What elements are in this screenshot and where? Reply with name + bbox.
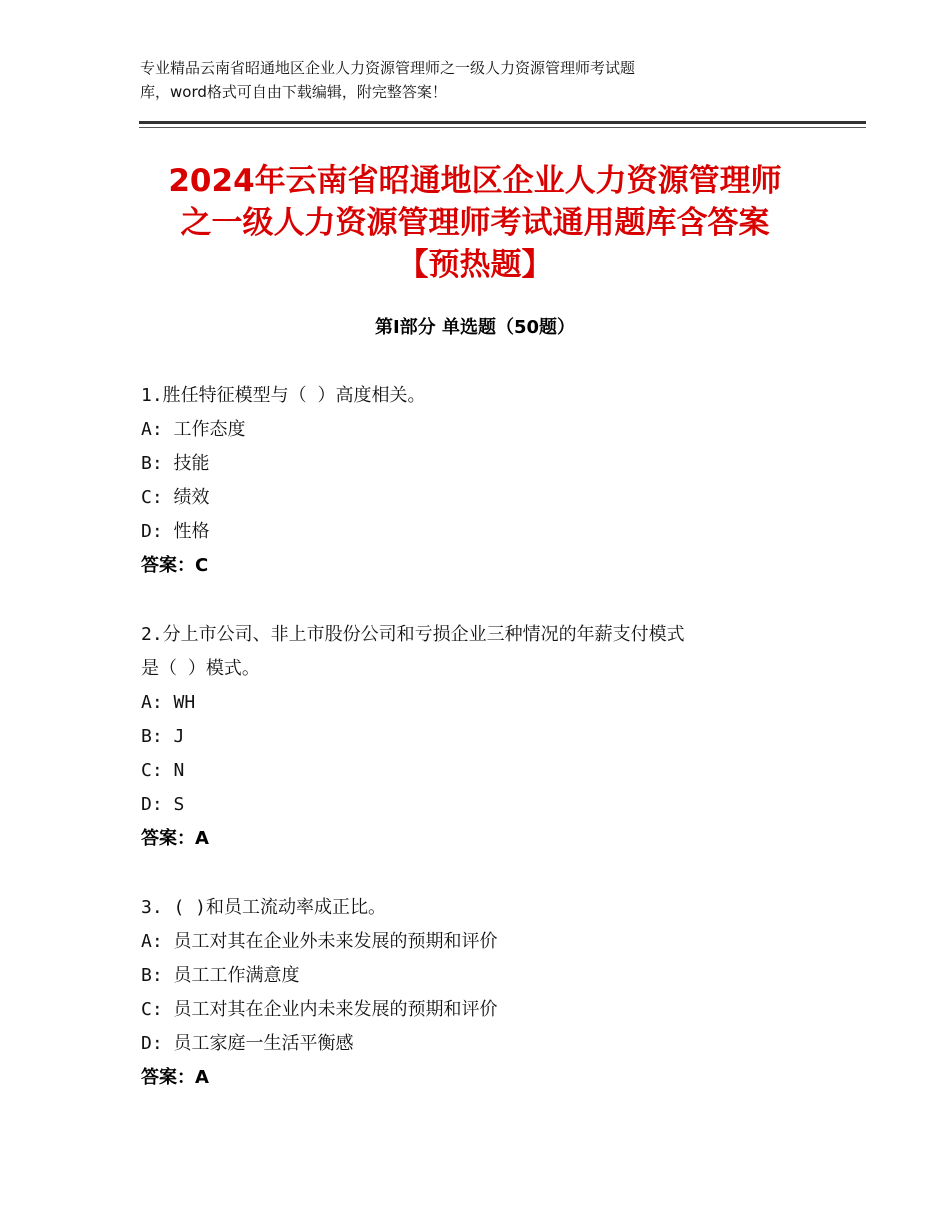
option-b: B: 技能	[141, 453, 210, 474]
header-note-line: 库，word格式可自由下载编辑，附完整答案！	[140, 83, 447, 101]
option-c: C: 员工对其在企业内未来发展的预期和评价	[141, 999, 498, 1020]
option-d: D: 员工家庭一生活平衡感	[141, 1033, 354, 1054]
header-note	[140, 56, 800, 104]
question-stem: 3. ( )和员工流动率成正比。	[141, 897, 387, 918]
option-a: A: WH	[141, 692, 196, 713]
option-a: A: 工作态度	[141, 419, 246, 440]
option-d: D: S	[141, 794, 185, 815]
header-divider-thick	[139, 121, 866, 124]
option-b: B: J	[141, 726, 185, 747]
document-title	[100, 160, 850, 286]
title-line: 2024年云南省昭通地区企业人力资源管理师	[168, 163, 782, 199]
header-divider-thin	[139, 127, 866, 128]
option-c: C: 绩效	[141, 487, 210, 508]
section-heading: 第Ⅰ部分 单选题（50题）	[374, 317, 575, 338]
header-note-line: 专业精品云南省昭通地区企业人力资源管理师之一级人力资源管理师考试题	[140, 59, 636, 77]
answer: 答案：A	[141, 828, 209, 849]
answer: 答案：C	[141, 555, 209, 576]
question-stem: 2.分上市公司、非上市股份公司和亏损企业三种情况的年薪支付模式	[141, 624, 685, 645]
option-a: A: 员工对其在企业外未来发展的预期和评价	[141, 931, 498, 952]
title-line: 之一级人力资源管理师考试通用题库含答案	[180, 205, 770, 241]
answer: 答案：A	[141, 1067, 209, 1088]
title-line: 【预热题】	[397, 247, 553, 283]
option-d: D: 性格	[141, 521, 210, 542]
question-stem: 1.胜任特征模型与（ ）高度相关。	[141, 385, 426, 406]
option-c: C: N	[141, 760, 185, 781]
option-b: B: 员工工作满意度	[141, 965, 300, 986]
question-stem-continued: 是（ ）模式。	[141, 658, 260, 679]
